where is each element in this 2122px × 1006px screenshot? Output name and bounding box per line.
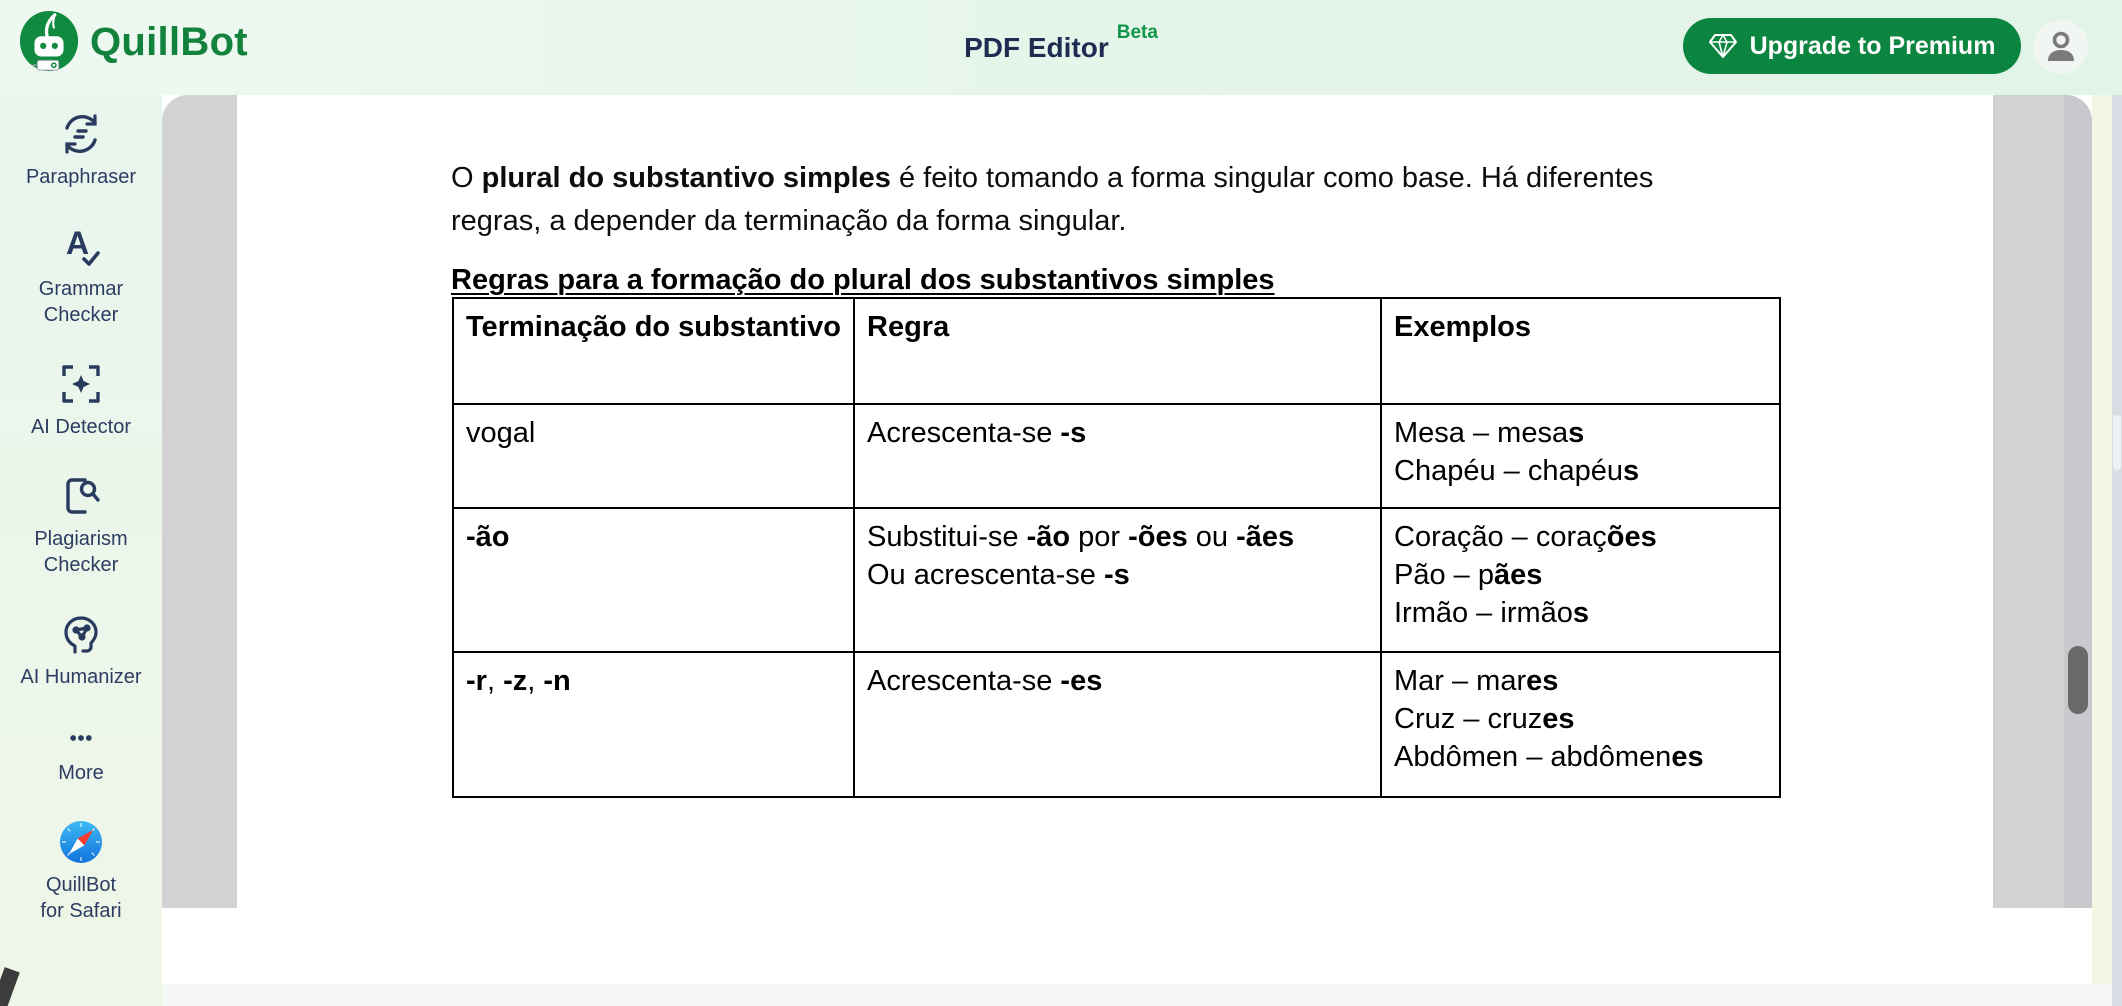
user-icon: [2043, 29, 2079, 65]
diamond-icon: [1709, 33, 1737, 59]
sidebar-item-ai-detector[interactable]: [31, 361, 131, 440]
sidebar-item-label: More: [58, 762, 104, 784]
table-row: [453, 508, 1780, 652]
quillbot-robot-icon: [18, 10, 80, 74]
browser-scrollbar-track[interactable]: [2112, 0, 2122, 1006]
pdf-viewport: [162, 95, 2092, 908]
cell-rule: Acrescenta-se -s: [854, 404, 1381, 508]
beta-badge: Beta: [1116, 21, 1158, 43]
document-intro-paragraph: O plural do substantivo simples é feito tomando a forma singular como base. Há diferentes regras, a depender da terminação da forma singular.: [451, 162, 1654, 237]
cell-rule: Acrescenta-se -es: [854, 652, 1381, 797]
pdf-page: [237, 95, 1993, 908]
app-header: [0, 0, 2122, 95]
upgrade-premium-label: Upgrade to Premium: [1749, 31, 1996, 60]
safari-icon: [58, 819, 104, 865]
column-header-examples: Exemplos: [1381, 298, 1780, 404]
paraphraser-icon: [58, 111, 104, 157]
sidebar-item-label: AI Humanizer: [20, 666, 142, 688]
cell-termination: -ão: [453, 508, 854, 652]
plural-rules-table: [452, 297, 1781, 798]
column-header-termination: Terminação do substantivo: [453, 298, 854, 404]
sidebar-item-label: QuillBot for Safari: [40, 874, 122, 922]
cell-termination: -r, -z, -n: [453, 652, 854, 797]
sidebar-item-grammar-checker[interactable]: [6, 223, 156, 328]
plagiarism-checker-icon: [58, 473, 104, 519]
sidebar-item-plagiarism-checker[interactable]: [6, 473, 156, 578]
logo-wordmark: QuillBot: [90, 19, 248, 64]
sidebar-item-quillbot-for-safari[interactable]: [32, 819, 130, 924]
svg-text:A: A: [66, 225, 90, 261]
page-title: PDF Editor: [964, 31, 1109, 63]
cell-rule: Substitui-se -ão por -ões ou -ães Ou acrescenta-se -s: [854, 508, 1381, 652]
cell-examples: Mesa – mesas Chapéu – chapéus: [1381, 404, 1780, 508]
column-header-rule: Regra: [854, 298, 1381, 404]
sidebar-item-more[interactable]: [58, 723, 104, 786]
table-row: [453, 652, 1780, 797]
cell-examples: Mar – mares Cruz – cruzes Abdômen – abdômenes: [1381, 652, 1780, 797]
ai-humanizer-icon: [58, 611, 104, 657]
sidebar-item-label: Paraphraser: [25, 166, 137, 188]
page-title-wrap: [964, 0, 1158, 95]
ai-detector-icon: [58, 361, 104, 407]
cell-examples: Coração – corações Pão – pães Irmão – irmãos: [1381, 508, 1780, 652]
table-row: [453, 404, 1780, 508]
more-dots-icon: [58, 723, 104, 753]
table-header-row: [453, 298, 1780, 404]
pdf-viewer-panel: [162, 95, 2092, 984]
sidebar-item-label: AI Detector: [30, 416, 132, 438]
sidebar-item-paraphraser[interactable]: [26, 111, 136, 190]
window-edge-strip: [2092, 95, 2112, 984]
grammar-checker-icon: [58, 223, 104, 269]
account-button[interactable]: [2034, 20, 2088, 74]
panel-footer-strip: [162, 984, 2122, 1006]
document-table-title: Regras para a formação do plural dos substantivos simples: [451, 264, 1275, 296]
browser-scrollbar-thumb[interactable]: [2113, 415, 2121, 470]
viewer-scrollbar-track[interactable]: [2064, 95, 2092, 908]
cell-termination: vogal: [453, 404, 854, 508]
viewer-scrollbar-thumb[interactable]: [2068, 646, 2088, 714]
tools-sidebar: [0, 95, 162, 1006]
sidebar-item-ai-humanizer[interactable]: [20, 611, 141, 690]
upgrade-premium-button[interactable]: [1683, 18, 2021, 74]
quillbot-logo[interactable]: [18, 10, 248, 74]
sidebar-item-label: Grammar Checker: [38, 278, 124, 326]
sidebar-item-label: Plagiarism Checker: [34, 528, 128, 576]
